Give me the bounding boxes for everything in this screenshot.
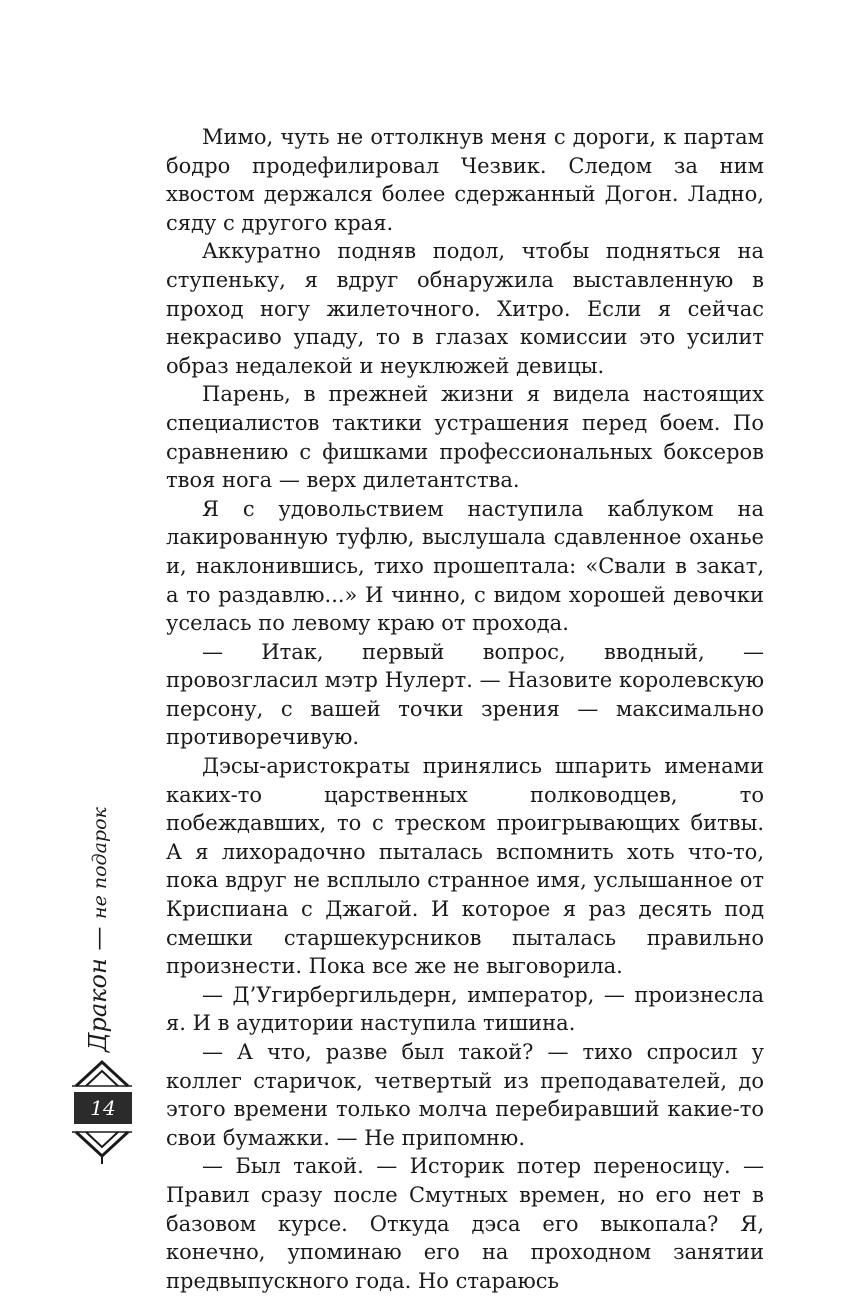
running-title-main: Дракон bbox=[84, 958, 112, 1052]
paragraph-6: Дэсы-аристократы принялись шпарить именами каких-то царственных полководцев, то побеждавших, то с треском проигрывающих битвы. А я лихорадочно пыталась вспомнить хоть что-то, пока вдруг не всплыло странное имя, услышанное от Криспиана с Джагой. И которое я раз десять под смешки старшекурсников пыталась правильно произнести. Пока все же не выговорила. bbox=[166, 754, 764, 979]
paragraph-2: Аккуратно подняв подол, чтобы подняться на ступеньку, я вдруг обнаружила выставленную в проход ногу жилеточного. Хитро. Если я сейчас некрасиво упаду, то в глазах комиссии это усилит образ недалекой и неуклюжей девицы. bbox=[166, 239, 764, 378]
body-text bbox=[166, 123, 764, 1295]
running-title-sub: не подарок bbox=[89, 807, 111, 919]
page-number-box bbox=[74, 1092, 132, 1124]
paragraph-1: Мимо, чуть не оттолкнув меня с дороги, к партам бодро продефилировал Чезвик. Следом за ним хвостом держался более сдержанный Догон. Ладно, сяду с другого края. bbox=[166, 125, 764, 235]
ornament-top-icon bbox=[72, 1058, 132, 1088]
ornament-bottom-icon bbox=[72, 1130, 132, 1166]
paragraph-9: — Был такой. — Историк потер переносицу. — Правил сразу после Смутных времен, но его нет в базовом курсе. Откуда дэса его выкопала? Я, конечно, упоминаю его на проходном занятии предвыпускного года. Но стараюсь bbox=[166, 1154, 764, 1293]
running-title bbox=[78, 807, 118, 1052]
paragraph-8: — А что, разве был такой? — тихо спросил у коллег старичок, четвертый из преподавателей, до этого времени только молча перебиравший какие-то свои бумажки. — Не припомню. bbox=[166, 1040, 764, 1150]
page-number: 14 bbox=[90, 1096, 116, 1120]
running-title-dash: — bbox=[84, 926, 112, 951]
paragraph-7: — Д’Угирбергильдерн, император, — произнесла я. И в аудитории наступила тишина. bbox=[166, 982, 764, 1036]
paragraph-4: Я с удовольствием наступила каблуком на лакированную туфлю, выслушала сдавленное оханье и, наклонившись, тихо прошептала: «Свали в закат, а то раздавлю...» И чинно, с видом хорошей девочки уселась по левому краю от прохода. bbox=[166, 496, 764, 636]
paragraph-3: Парень, в прежней жизни я видела настоящих специалистов тактики устрашения перед боем. По сравнению с фишками профессиональных боксеров твоя нога — верх дилетантства. bbox=[166, 382, 764, 493]
paragraph-5: — Итак, первый вопрос, вводный, — провозгласил мэтр Нулерт. — Назовите королевскую персону, с вашей точки зрения — максимально противоречивую. bbox=[166, 639, 764, 750]
